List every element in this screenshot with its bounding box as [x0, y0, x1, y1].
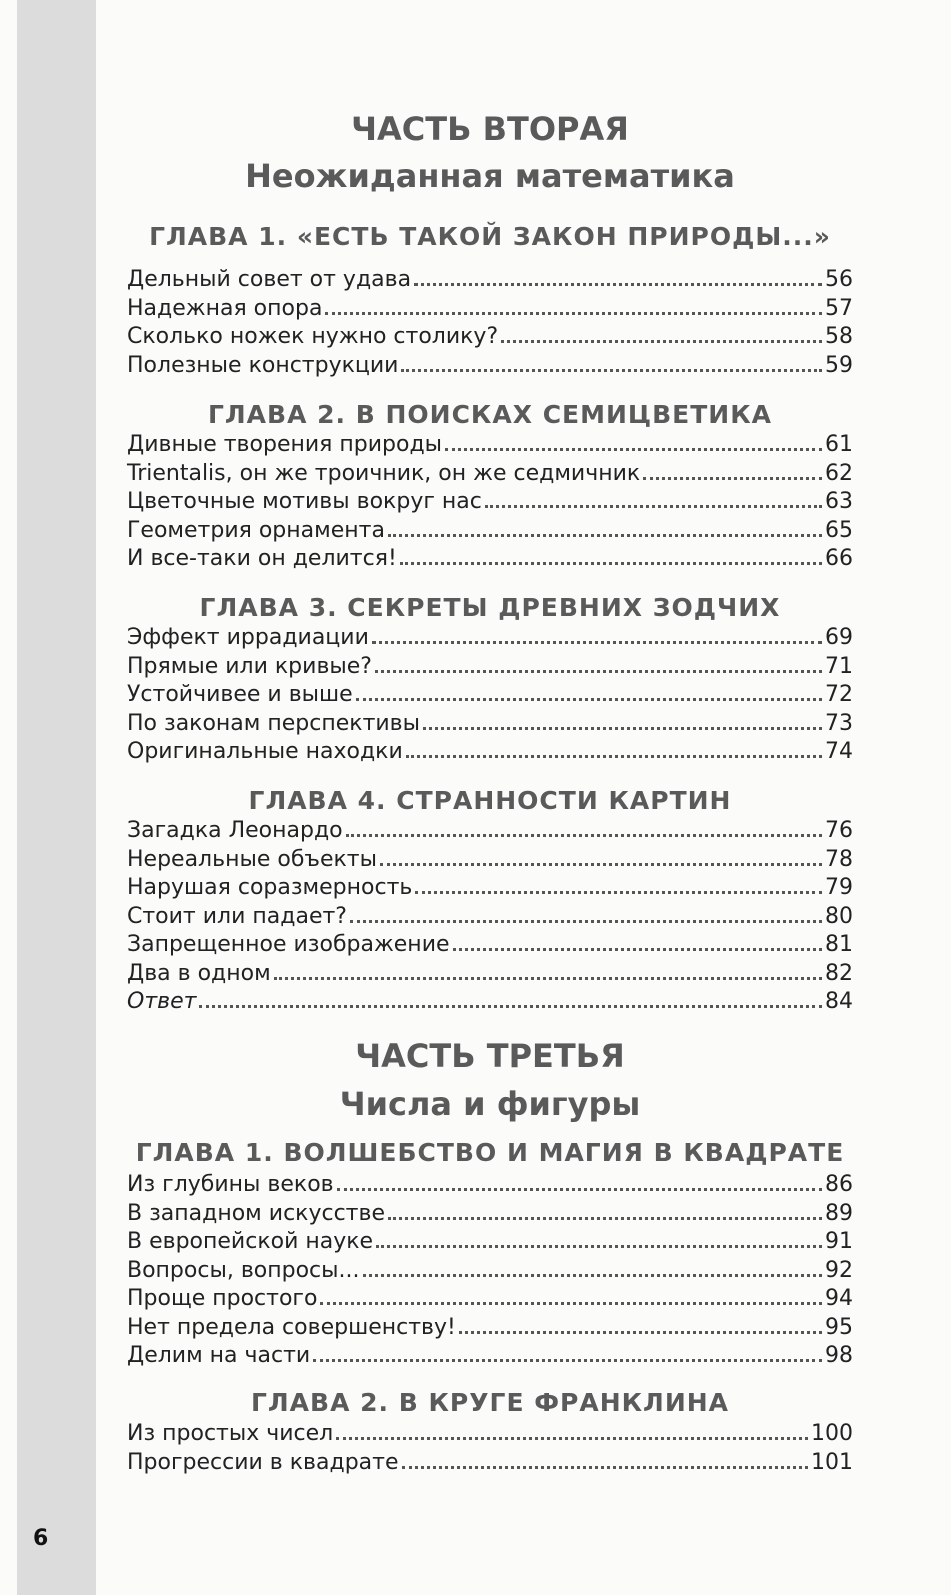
dot-leader [453, 944, 822, 951]
toc-entry-label: Из простых чисел [127, 1421, 334, 1446]
toc-entry-page-number: 58 [825, 324, 853, 349]
chapter-title: ГЛАВА 2. В КРУГЕ ФРАНКЛИНА [250, 1388, 730, 1417]
toc-entry-label: Делим на части [127, 1343, 311, 1368]
dot-leader [401, 365, 822, 372]
toc-entry-page-number: 86 [825, 1172, 853, 1197]
toc-entry-label: И все-таки он делится! [127, 546, 397, 571]
toc-entry [127, 1421, 853, 1447]
toc-entry [127, 1450, 853, 1476]
toc-entry-page-number: 82 [825, 960, 853, 986]
toc-entry-page-number: 78 [825, 846, 853, 872]
dot-leader [415, 887, 822, 894]
toc-entry-label: Геометрия орнамента [127, 517, 385, 543]
toc-entry [127, 1229, 853, 1255]
dot-leader [346, 830, 822, 837]
toc-entry [127, 1258, 853, 1284]
toc-entry-page-number: 95 [825, 1314, 853, 1340]
dot-leader [423, 723, 822, 730]
toc-entry-page-number: 80 [825, 903, 853, 929]
toc-entry-page-number: 84 [825, 989, 853, 1014]
dot-leader [376, 1241, 822, 1248]
toc-entry [127, 625, 853, 651]
toc-entry-page-number: 91 [825, 1229, 853, 1254]
toc-entry [127, 1343, 853, 1369]
toc-entry-page-number: 65 [825, 517, 853, 543]
toc-entry-label: Два в одном [127, 960, 271, 986]
toc-entry-page-number: 100 [811, 1421, 853, 1446]
toc-entry-label: В европейской науке [127, 1229, 374, 1254]
toc-entry [127, 518, 853, 544]
dot-leader [375, 666, 822, 673]
page-margin-strip [17, 0, 96, 1595]
toc-entry-label: Цветочные мотивы вокруг нас [127, 489, 482, 514]
toc-entry-label: Оригинальные находки [127, 739, 403, 764]
toc-entry-label: Сколько ножек нужно столику? [127, 324, 499, 349]
dot-leader [274, 973, 822, 980]
dot-leader [313, 1355, 822, 1362]
toc-entry-label: Стоит или падает? [127, 903, 347, 929]
dot-leader [400, 558, 822, 565]
dot-leader [402, 1462, 808, 1469]
toc-entry [127, 489, 853, 515]
toc-entry-page-number: 92 [825, 1257, 853, 1283]
toc-entry-label: Проще простого [127, 1286, 318, 1311]
toc-entry-label: Надежная опора [127, 295, 323, 321]
toc-entry-label: Ответ [127, 989, 197, 1014]
toc-entry [127, 818, 853, 844]
toc-entry [127, 1286, 853, 1312]
dot-leader [388, 1213, 822, 1220]
toc-entry-page-number: 57 [825, 295, 853, 321]
toc-entry-label: По законам перспективы [127, 710, 421, 736]
toc-entry-label: Устойчивее и выше [127, 682, 353, 707]
dot-leader [445, 444, 822, 451]
toc-entry-label: Полезные конструкции [127, 352, 399, 378]
toc-entry-label: Прогрессии в квадрате [127, 1449, 399, 1475]
part-two-title: ЧАСТЬ ВТОРАЯ [351, 110, 629, 148]
toc-entry [127, 296, 853, 322]
toc-entry-page-number: 61 [825, 432, 853, 457]
toc-entry-label: Запрещенное изображение [127, 932, 450, 957]
toc-entry [127, 847, 853, 873]
dot-leader [350, 916, 822, 923]
part-two-subtitle: Неожиданная математика [245, 157, 735, 195]
toc-entry-label: Дивные творения природы [127, 432, 443, 457]
toc-entry-page-number: 73 [825, 710, 853, 736]
toc-entry-label: Эффект иррадиации [127, 625, 369, 650]
dot-leader [459, 1327, 822, 1334]
toc-entry [127, 682, 853, 708]
toc-entry [127, 739, 853, 765]
dot-leader [356, 694, 822, 701]
dot-leader [414, 279, 822, 286]
toc-entry [127, 353, 853, 379]
toc-entry-page-number: 72 [825, 682, 853, 707]
dot-leader [363, 1270, 823, 1277]
toc-entry-page-number: 59 [825, 352, 853, 378]
toc-entry-page-number: 63 [825, 489, 853, 514]
toc-entry-page-number: 81 [825, 932, 853, 957]
toc-entry-page-number: 71 [825, 653, 853, 679]
toc-entry-page-number: 66 [825, 546, 853, 571]
dot-leader [406, 751, 822, 758]
toc-entry-page-number: 94 [825, 1286, 853, 1311]
toc-entry-page-number: 69 [825, 625, 853, 650]
toc-entry [127, 932, 853, 958]
dot-leader [485, 501, 822, 508]
toc-entry [127, 267, 853, 293]
toc-entry-label: Дельный совет от удава [127, 267, 412, 292]
dot-leader [643, 473, 822, 480]
dot-leader [372, 637, 822, 644]
toc-entry [127, 989, 853, 1015]
toc-entry-page-number: 76 [825, 818, 853, 843]
toc-entry [127, 1172, 853, 1198]
chapter-title: ГЛАВА 4. СТРАННОСТИ КАРТИН [248, 786, 732, 815]
toc-entry-label: Загадка Леонардо [127, 818, 343, 843]
toc-entry [127, 1201, 853, 1227]
toc-entry-page-number: 74 [825, 739, 853, 764]
toc-entry [127, 875, 853, 901]
part-three-subtitle: Числа и фигуры [339, 1085, 641, 1123]
toc-entry-page-number: 56 [825, 267, 853, 292]
dot-leader [380, 859, 822, 866]
chapter-title: ГЛАВА 2. В ПОИСКАХ СЕМИЦВЕТИКА [207, 400, 773, 429]
chapter-title: ГЛАВА 1. «ЕСТЬ ТАКОЙ ЗАКОН ПРИРОДЫ...» [149, 222, 831, 251]
toc-entry-label: Нереальные объекты [127, 846, 377, 872]
toc-entry [127, 546, 853, 572]
dot-leader [501, 336, 822, 343]
toc-entry [127, 1315, 853, 1341]
chapter-title: ГЛАВА 1. ВОЛШЕБСТВО И МАГИЯ В КВАДРАТЕ [135, 1138, 845, 1167]
toc-entry-label: Из глубины веков [127, 1172, 334, 1197]
dot-leader [325, 308, 822, 315]
toc-entry-label: В западном искусстве [127, 1200, 385, 1226]
toc-entry-label: Нет предела совершенству! [127, 1314, 456, 1340]
toc-entry [127, 711, 853, 737]
dot-leader [336, 1433, 808, 1440]
toc-entry [127, 961, 853, 987]
dot-leader [388, 530, 822, 537]
toc-entry [127, 904, 853, 930]
toc-entry-page-number: 101 [811, 1449, 853, 1475]
toc-entry-label: Нарушая соразмерность [127, 875, 413, 900]
part-three-title: ЧАСТЬ ТРЕТЬЯ [355, 1037, 625, 1075]
chapter-title: ГЛАВА 3. СЕКРЕТЫ ДРЕВНИХ ЗОДЧИХ [199, 593, 781, 622]
page-number: 6 [33, 1526, 49, 1551]
toc-entry [127, 324, 853, 350]
toc-entry [127, 654, 853, 680]
toc-entry-page-number: 98 [825, 1343, 853, 1368]
toc-entry-page-number: 79 [825, 875, 853, 900]
toc-entry-page-number: 89 [825, 1200, 853, 1226]
toc-entry-label: Прямые или кривые? [127, 653, 372, 679]
dot-leader [337, 1184, 822, 1191]
toc-entry-label: Вопросы, вопросы... [127, 1257, 360, 1283]
toc-entry-page-number: 62 [825, 460, 853, 486]
dot-leader [199, 1001, 822, 1008]
toc-entry [127, 432, 853, 458]
toc-entry [127, 461, 853, 487]
toc-entry-label: Trientalis, он же троичник, он же седмичник [127, 460, 641, 486]
dot-leader [320, 1298, 822, 1305]
